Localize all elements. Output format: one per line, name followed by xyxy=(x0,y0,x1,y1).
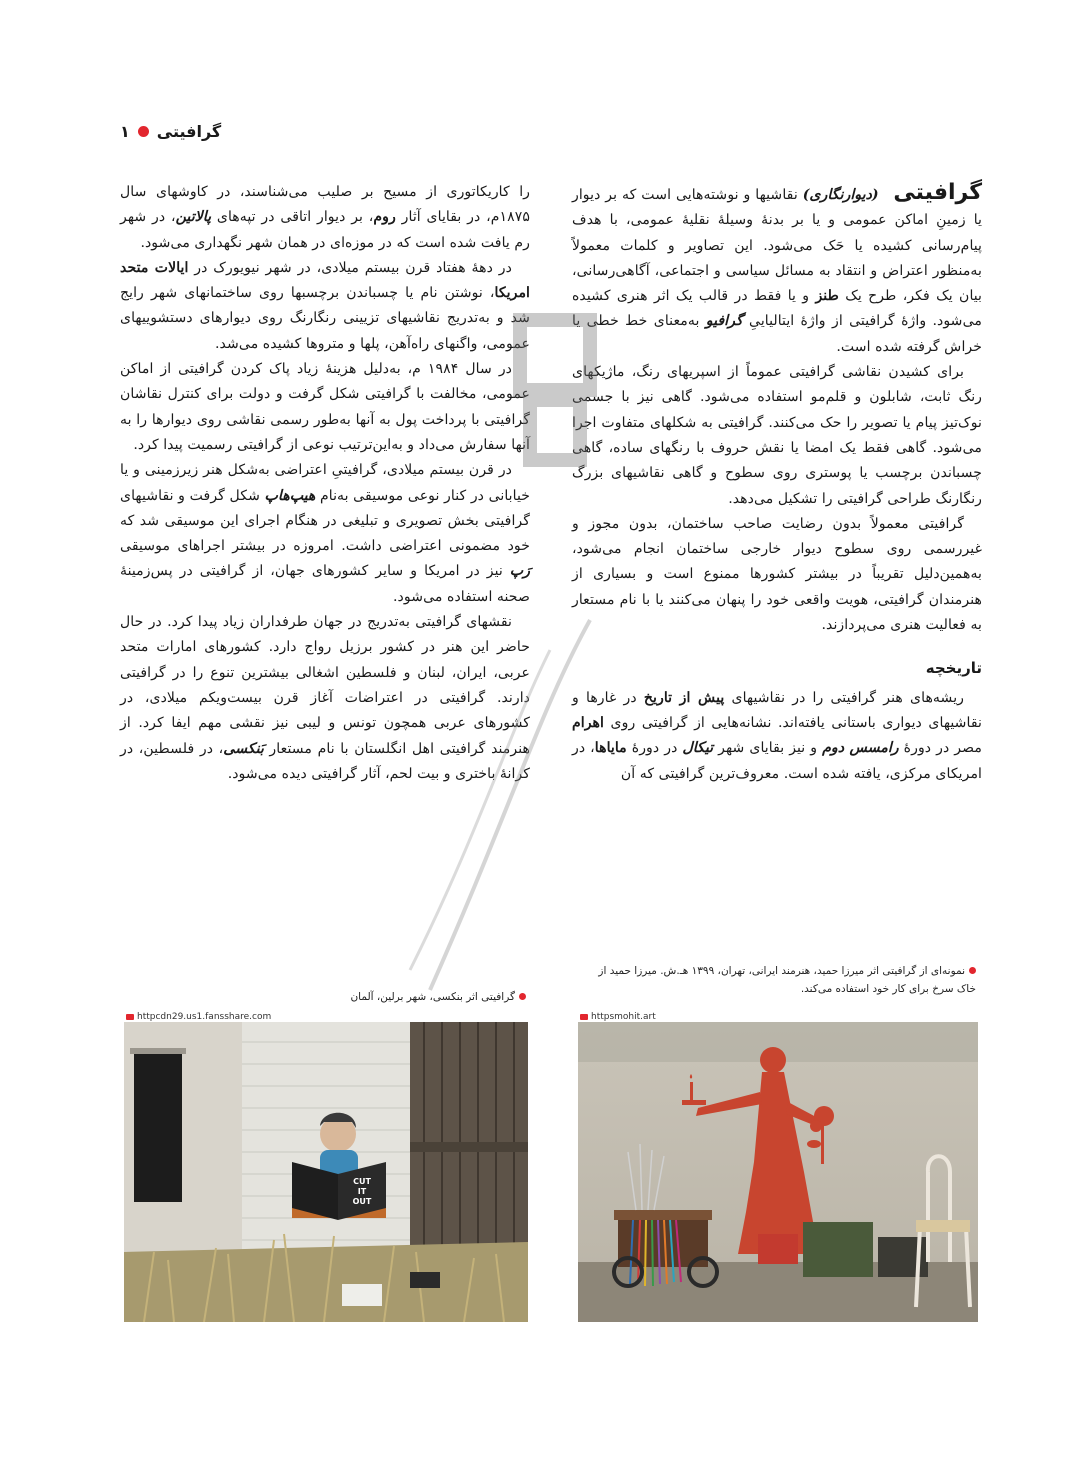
paragraph xyxy=(120,256,530,357)
text: ، در امریکای مرکزی، یافته شده است. معروف‌ترین گرافیتی که آن xyxy=(572,740,982,782)
bold-term: رامسس دوم xyxy=(822,740,899,757)
text: در دههٔ هفتاد قرن بیستم میلادی، در شهر نیویورک در xyxy=(188,259,512,276)
text: ، بر دیوار اتاقی در تپه‌های xyxy=(211,209,374,226)
section-title: تاریخچه xyxy=(925,659,982,678)
text: در غارها و نقاشیهای دیواری باستانی یافته‌اند. نشانه‌هایی از گرافیتی روی xyxy=(572,689,982,731)
credit-text: httpsmohit.art xyxy=(591,1012,656,1022)
camera-credit-icon xyxy=(126,1014,134,1020)
text: نقشهای گرافیتی به‌تدریج در جهان طرفداران زیاد پیدا کرد. در حال حاضر این هنر در کشور برزیل رواج دارد. کشورهای امارات متحد عربی، ایران، لبنان و فلسطین اشغالی بیشترین تنوع را در گرافیتی دارند. گرافیتی در اعتراضات آغاز قرن بیست‌ویکم میلادی، در کشورهای عربی همچون تونس و لیبی نیز نقشی مهم ایفا کرد. از هنرمند گرافیتی اهل انگلستان با نام مستعار xyxy=(120,614,530,757)
right-column xyxy=(572,180,982,787)
caption-text: گرافیتی اثر بنکسی، شهر برلین، آلمان xyxy=(350,991,515,1003)
photo-credit-right xyxy=(580,1012,656,1022)
camera-credit-icon xyxy=(580,1014,588,1020)
bold-term: ایالات متحد امریکا xyxy=(120,259,530,302)
banksy-photo xyxy=(124,1022,528,1322)
running-head xyxy=(120,122,221,141)
paragraph xyxy=(120,610,530,787)
photo-credit-left xyxy=(126,1012,271,1022)
page-number: ۱ xyxy=(120,122,130,141)
book-cover-text: CUT xyxy=(353,1177,371,1186)
bold-term: طنز xyxy=(815,288,839,305)
text: مصر در دورهٔ xyxy=(898,740,983,757)
text: در قرن بیستم میلادی، گرافیتیِ اعتراضی به‌شکل هنر زیرزمینی و یا خیابانی در کنار نوعی موسیقی به‌نام xyxy=(120,462,530,504)
bold-term: مایاها xyxy=(594,740,627,757)
figure-caption-right xyxy=(578,962,976,998)
paragraph: برای کشیدن نقاشی گرافیتی عموماً از اسپریهای رنگ، ماژیکهای رنگ ثابت، شابلون و قلم‌مو استفاده می‌شود. گاهی نیز با جسمی نوک‌تیز پیام یا تصویر را حک می‌کنند. گرافیتی به شکلهای متفاوت اجرا می‌شود. گاهی فقط یک امضا یا نقش حروف با رنگهای ساده، گاهی چسباندن برچسب یا پوستری روی سطوح و گاهی نقاشیهای بزرگ رنگارنگ طراحی گرافیتی را تشکیل می‌دهد. xyxy=(572,364,982,507)
bold-term: رَپ xyxy=(509,563,530,580)
bold-term: تیکال xyxy=(682,740,714,757)
figure-caption-left xyxy=(320,988,526,1006)
bold-term: هیپ‌هاپ xyxy=(264,487,316,504)
red-dot-icon xyxy=(519,993,526,1000)
text: شکل گرفت و نقاشیهای گرافیتی بخش تصویری و تبلیغی در هنگام اجرای این موسیقی شد که خود مضمونی اعتراضی داشت. امروزه در بیشتر اجراهای موسیقی xyxy=(120,487,530,555)
text: را کاریکاتوری از مسیح بر صلیب می‌شناسند، در کاوشهای سال ۱۸۷۵م، در بقایای آثار xyxy=(120,184,530,226)
entry-term: (دیوارنگاری) xyxy=(802,187,879,203)
book-cover-text: IT xyxy=(357,1187,367,1196)
text: به‌معنای خط خطی یا خراش گرفته شده است. xyxy=(572,313,982,355)
paragraph: در سال ۱۹۸۴ م، به‌دلیل هزینهٔ زیاد پاک کردن گرافیتی از اماکن عمومی، مخالفت با گرافیتی شکل گرفت و دولت برای کنترل نقاشان گرافیتی با پرداخت پول به آنها به‌طور رسمی نقاشی روی دیوارها را به آنها سفارش می‌داد و به‌این‌ترتیب نوعی از گرافیتی رسمیت پیدا کرد. xyxy=(120,361,530,453)
red-dot-icon xyxy=(138,126,149,137)
text: نقاشیها و نوشته‌هایی است که بر دیوار یا زمینِ اماکن عمومی و یا بر بدنهٔ وسیلهٔ نقلیهٔ عمومی، با هدف پیام‌رسانی کشیده یا حَک می‌شود. این تصاویر و کلمات معمولاً به‌منظور اعتراض و انتقاد به مسائل سیاسی و اجتماعی، آگاهی‌رسانی، بیان یک فکر، طرح یک xyxy=(572,187,982,305)
entry-heading: گرافیتی xyxy=(893,180,982,205)
book-cover-text: OUT xyxy=(352,1197,372,1206)
text: ریشه‌های هنر گرافیتی را در نقاشیهای xyxy=(724,689,964,706)
mural-photo xyxy=(578,1022,978,1322)
paragraph xyxy=(120,458,530,610)
paragraph xyxy=(120,180,530,256)
red-dot-icon xyxy=(969,967,976,974)
bold-term: پالاتین xyxy=(175,209,212,226)
paragraph xyxy=(572,686,982,787)
text: و نیز بقایای شهر xyxy=(713,740,823,757)
mural-photo-image xyxy=(578,1022,978,1322)
caption-text: نمونه‌ای از گرافیتی اثر میرزا حمید، هنرمند ایرانی، تهران، ۱۳۹۹ هـ.ش. میرزا حمید از خاک سرخ برای کار خود استفاده می‌کند. xyxy=(598,965,976,995)
bold-term: اهرام xyxy=(572,714,604,731)
left-column xyxy=(120,180,530,787)
bold-term: پیش از تاریخ xyxy=(643,689,725,706)
text: ، در شهر رم یافت شده است که در موزه‌ای در همان شهر نگهداری می‌شود. xyxy=(120,209,530,251)
text: ، نوشتن نام یا چسباندن برچسبها روی ساختمانهای شهر رایج شد و به‌تدریج نقاشیهای تزیینی رنگارنگ روی دیوارهای دستشوییهای عمومی، واگنهای راه‌آهن، پلها و متروها کشیده می‌شد. xyxy=(120,285,530,352)
paragraph xyxy=(572,180,982,360)
credit-text: httpcdn29.us1.fansshare.com xyxy=(137,1012,272,1022)
paragraph: گرافیتی معمولاً بدون رضایت صاحب ساختمان، بدون مجوز و غیررسمی روی سطوح دیوار خارجی ساختمان انجام می‌شود، به‌همین‌دلیل تقریباً در بیشتر کشورها ممنوع است و بسیاری از هنرمندان گرافیتی، هویت واقعی خود را پنهان می‌کنند یا با نام مستعار به فعالیت هنری می‌پردازند. xyxy=(572,515,982,634)
bold-term: بَنکسی xyxy=(223,740,264,757)
text: ، در فلسطین، در کرانهٔ باختری و بیت لحم، آثار گرافیتی دیده می‌شود. xyxy=(120,740,530,782)
page-title: گرافیتی xyxy=(156,122,222,141)
bold-term: روم xyxy=(373,209,396,226)
text: و یا فقط در قالب یک اثر هنری کشیده می‌شود. واژهٔ گرافیتی از واژهٔ ایتالیاییِ xyxy=(572,288,982,330)
banksy-photo-image xyxy=(124,1022,528,1322)
text: نیز در امریکا و سایر کشورهای جهان، از گرافیتی در پس‌زمینهٔ صحنه استفاده می‌شود. xyxy=(120,563,530,605)
text: در دورهٔ xyxy=(626,740,683,757)
bold-term: گرافیو xyxy=(705,313,743,330)
